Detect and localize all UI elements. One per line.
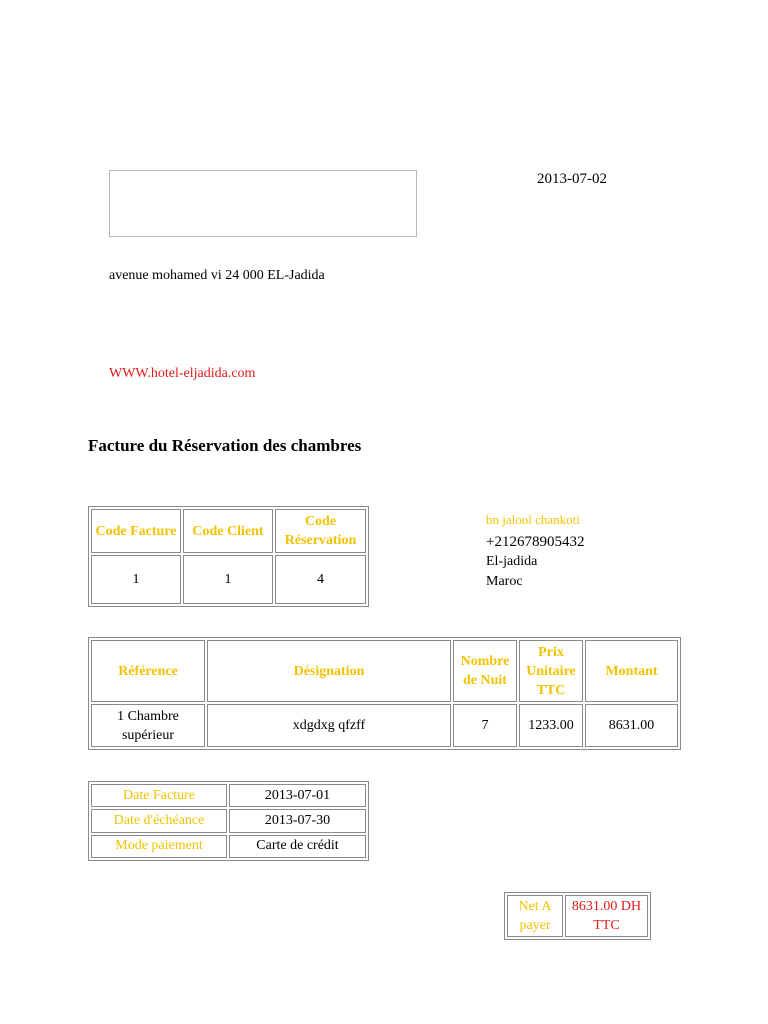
item-reference: 1 Chambre supérieur — [91, 704, 205, 747]
mode-paiement-label: Mode paiement — [91, 835, 227, 858]
header-code-facture: Code Facture — [91, 509, 181, 553]
table-row — [91, 784, 366, 807]
net-amount: 8631.00 DH TTC — [565, 895, 648, 937]
header-reference: Référence — [91, 640, 205, 702]
invoice-dates-table — [88, 781, 369, 861]
table-row — [507, 895, 648, 937]
item-unit-price: 1233.00 — [519, 704, 583, 747]
table-row — [91, 835, 366, 858]
header-nombre-nuit: Nombre de Nuit — [453, 640, 517, 702]
table-header-row — [91, 640, 678, 702]
client-name: bn jalool chankoti — [486, 512, 580, 527]
client-city: El-jadida — [486, 554, 538, 569]
table-row — [91, 704, 678, 747]
table-row — [91, 555, 366, 604]
mode-paiement-value: Carte de crédit — [229, 835, 366, 858]
net-to-pay-table — [504, 892, 651, 940]
date-echeance-value: 2013-07-30 — [229, 809, 366, 832]
date-facture-label: Date Facture — [91, 784, 227, 807]
item-designation: xdgdxg qfzff — [207, 704, 451, 747]
header-prix-unitaire: Prix Unitaire TTC — [519, 640, 583, 702]
header-designation: Désignation — [207, 640, 451, 702]
client-country: Maroc — [486, 574, 523, 589]
invoice-codes-table — [88, 506, 369, 607]
client-info — [486, 510, 584, 592]
date-facture-value: 2013-07-01 — [229, 784, 366, 807]
table-row — [91, 809, 366, 832]
net-label: Net A payer — [507, 895, 563, 937]
invoice-items-table — [88, 637, 681, 750]
header-code-reservation: Code Réservation — [275, 509, 366, 553]
item-nights: 7 — [453, 704, 517, 747]
document-date: 2013-07-02 — [537, 171, 607, 187]
hotel-logo-placeholder — [109, 170, 417, 237]
code-facture-value: 1 — [91, 555, 181, 604]
item-amount: 8631.00 — [585, 704, 678, 747]
table-header-row — [91, 509, 366, 553]
invoice-title: Facture du Réservation des chambres — [88, 436, 362, 455]
code-reservation-value: 4 — [275, 555, 366, 604]
date-echeance-label: Date d'échéance — [91, 809, 227, 832]
code-client-value: 1 — [183, 555, 273, 604]
client-phone: +212678905432 — [486, 534, 585, 550]
hotel-address: avenue mohamed vi 24 000 EL-Jadida — [109, 268, 325, 283]
header-montant: Montant — [585, 640, 678, 702]
header-code-client: Code Client — [183, 509, 273, 553]
hotel-website: WWW.hotel-eljadida.com — [109, 366, 256, 381]
